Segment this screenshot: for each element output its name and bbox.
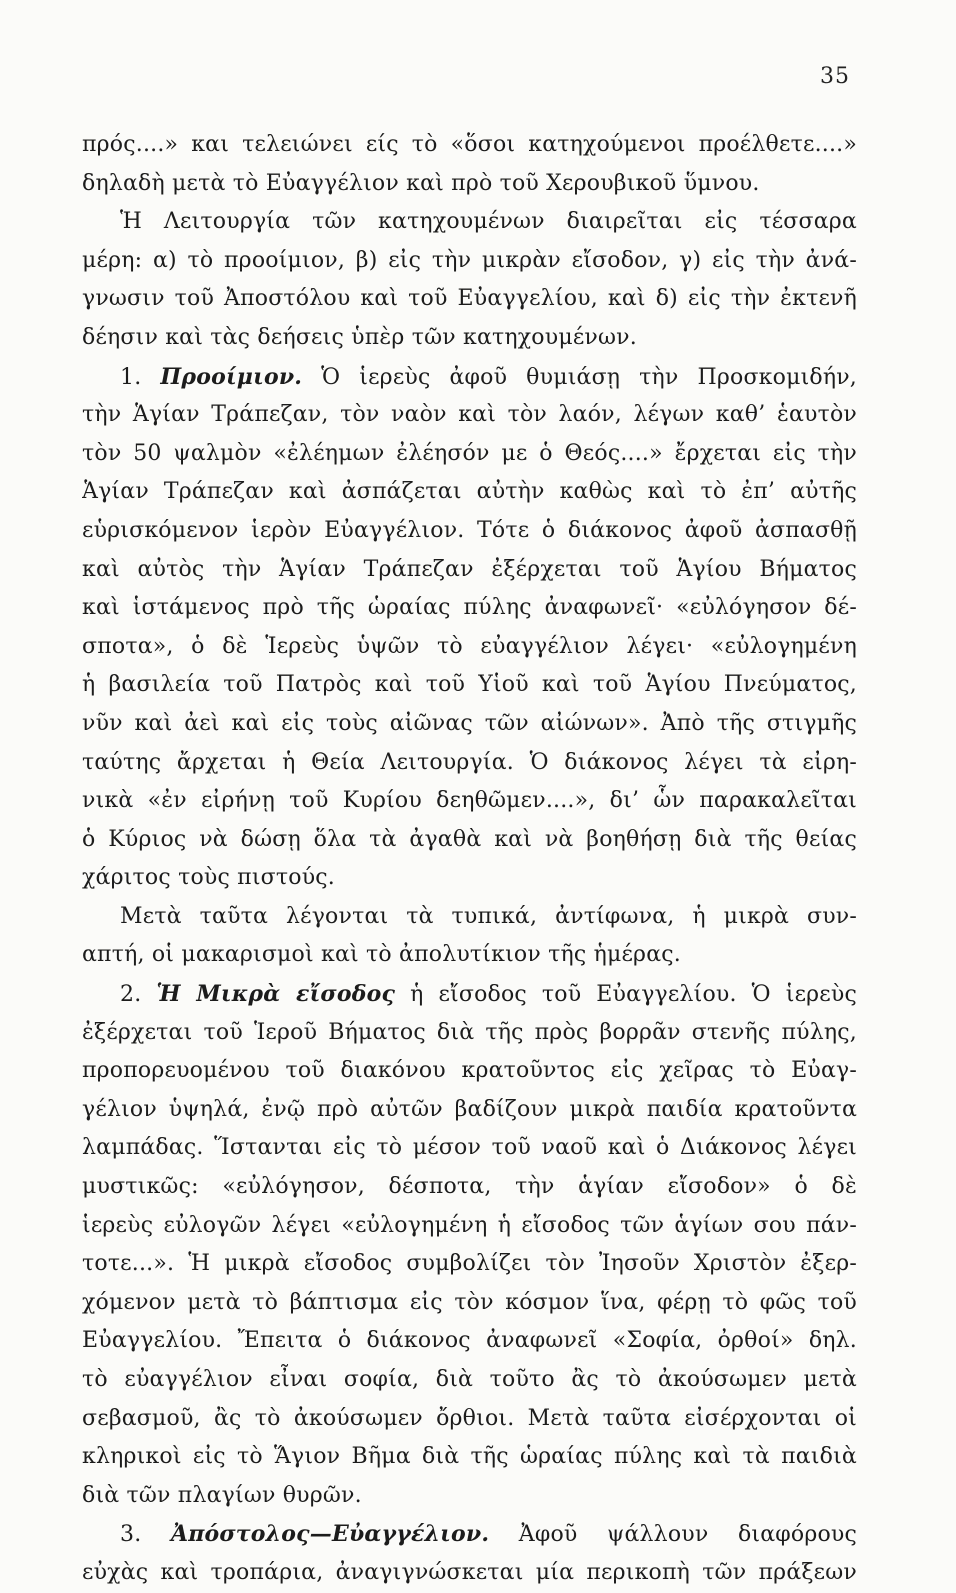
text-line xyxy=(82,473,857,512)
line-text: μυστικῶς: «εὐλόγησον, δέσποτα, τὴν ἁγίαν εἴσοδον» ὁ δὲ xyxy=(82,1174,857,1200)
section-heading: Προοίμιον. xyxy=(160,363,303,390)
line-text: ἡ βασιλεία τοῦ Πατρὸς καὶ τοῦ Υἱοῦ καὶ τοῦ Ἁγίου Πνεύματος, xyxy=(82,672,857,698)
line-text: νικὰ «ἐν εἰρήνῃ τοῦ Κυρίου δεηθῶμεν....», δι’ ὧν παρακαλεῖται xyxy=(82,788,857,814)
section-number: 3. xyxy=(120,1522,142,1548)
text-line xyxy=(82,859,857,898)
section-heading: Ἀπόστολος—Εὐαγγέλιον. xyxy=(170,1521,490,1548)
text-line xyxy=(82,358,857,397)
line-text: ἱερεὺς εὐλογῶν λέγει «εὐλογημένη ἡ εἴσοδος τῶν ἁγίων σου πάν- xyxy=(82,1212,857,1238)
line-text: Εὐαγγελίου. Ἔπειτα ὁ διάκονος ἀναφωνεῖ «Σοφία, ὀρθοί» δηλ. xyxy=(82,1328,857,1354)
text-line xyxy=(82,1322,857,1361)
text-line xyxy=(82,280,857,319)
line-text: γνωσιν τοῦ Ἀποστόλου καὶ τοῦ Εὐαγγελίου, καὶ δ) εἰς τὴν ἐκτενῆ xyxy=(82,286,857,312)
line-text: Ἡ Λειτουργία τῶν κατηχουμένων διαιρεῖται εἰς τέσσαρα xyxy=(120,209,857,235)
section-heading: Ἡ Μικρὰ εἴσοδος xyxy=(156,981,396,1008)
line-text: λαμπάδας. Ἵστανται εἰς τὸ μέσον τοῦ ναοῦ καὶ ὁ Διάκονος λέγει xyxy=(82,1135,857,1161)
line-text: ἡ εἴσοδος τοῦ Εὐαγγελίου. Ὁ ἱερεὺς xyxy=(410,982,857,1008)
line-text: διὰ τῶν πλαγίων θυρῶν. xyxy=(82,1482,362,1508)
text-line xyxy=(82,242,857,281)
text-line xyxy=(82,782,857,821)
text-line xyxy=(82,1245,857,1284)
line-text: ὁ Κύριος νὰ δώσῃ ὅλα τὰ ἀγαθὰ καὶ νὰ βοηθήσῃ διὰ τῆς θείας xyxy=(82,826,857,852)
text-line xyxy=(82,1014,857,1053)
text-line xyxy=(82,1207,857,1246)
line-text: γέλιον ὑψηλά, ἐνῷ πρὸ αὐτῶν βαδίζουν μικρὰ παιδία κρατοῦντα xyxy=(82,1096,857,1122)
line-text: εὐχὰς καὶ τροπάρια, ἀναγιγνώσκεται μία περικοπὴ τῶν πράξεων xyxy=(82,1559,857,1585)
text-line xyxy=(82,1400,857,1439)
line-text: καὶ αὐτὸς τὴν Ἁγίαν Τράπεζαν ἐξέρχεται τοῦ Ἁγίου Βήματος xyxy=(82,556,857,582)
line-text: προπορευομένου τοῦ διακόνου κρατοῦντος εἰς χεῖρας τὸ Εὐαγ- xyxy=(82,1058,857,1084)
line-text: σποτα», ὁ δὲ Ἱερεὺς ὑψῶν τὸ εὐαγγέλιον λέγει· «εὐλογημένη xyxy=(82,633,857,659)
text-line xyxy=(82,898,857,937)
section-number: 2. xyxy=(120,982,142,1008)
text-line xyxy=(82,126,857,165)
text-line xyxy=(82,821,857,860)
text-line xyxy=(82,1129,857,1168)
text-line xyxy=(82,1091,857,1130)
line-text: χόμενον μετὰ τὸ βάπτισμα εἰς τὸν κόσμον ἵνα, φέρῃ τὸ φῶς τοῦ xyxy=(82,1289,857,1315)
text-line xyxy=(82,203,857,242)
text-line xyxy=(82,744,857,783)
line-text: πρός....» και τελειώνει είς τὸ «ὅσοι κατηχούμενοι προέλθετε....» xyxy=(82,132,857,157)
text-line xyxy=(82,589,857,628)
line-text: Ὁ ἱερεὺς ἀφοῦ θυμιάσῃ τὴν Προσκομιδήν, xyxy=(321,364,857,390)
line-text: δέησιν καὶ τὰς δεήσεις ὑπὲρ τῶν κατηχουμένων. xyxy=(82,324,637,350)
line-text: ταύτης ἄρχεται ἡ Θεία Λειτουργία. Ὁ διάκονος λέγει τὰ εἰρη- xyxy=(82,749,857,775)
text-line xyxy=(82,975,857,1014)
line-text: τοτε...». Ἡ μικρὰ εἴσοδος συμβολίζει τὸν Ἰησοῦν Χριστὸν ἐξερ- xyxy=(82,1251,857,1277)
text-line xyxy=(82,628,857,667)
line-text: ἐξέρχεται τοῦ Ἱεροῦ Βήματος διὰ τῆς πρὸς βορρᾶν στενῆς πύλης, xyxy=(82,1019,857,1045)
text-line xyxy=(82,512,857,551)
text-line xyxy=(82,1554,857,1593)
page-number: 35 xyxy=(820,64,850,89)
line-text: μέρη: α) τὸ προοίμιον, β) εἰς τὴν μικρὰν εἴσοδον, γ) εἰς τὴν ἀνά- xyxy=(82,247,857,273)
line-text: καὶ ἱστάμενος πρὸ τῆς ὡραίας πύλης ἀναφωνεῖ· «εὐλόγησον δέ- xyxy=(82,595,857,621)
line-text: τὸν 50 ψαλμὸν «ἐλέημων ἐλέησόν με ὁ Θεός....» ἔρχεται εἰς τὴν xyxy=(82,440,857,466)
line-text: νῦν καὶ ἀεὶ καὶ εἰς τοὺς αἰῶνας τῶν αἰώνων». Ἀπὸ τῆς στιγμῆς xyxy=(82,710,857,736)
text-line xyxy=(82,1477,857,1516)
text-line xyxy=(82,319,857,358)
line-text: τὴν Ἁγίαν Τράπεζαν, τὸν ναὸν καὶ τὸν λαόν, λέγων καθ’ ἑαυτὸν xyxy=(82,402,857,428)
line-text: σεβασμοῦ, ἂς τὸ ἀκούσωμεν ὄρθιοι. Μετὰ ταῦτα εἰσέρχονται οἱ xyxy=(82,1405,857,1431)
body-text xyxy=(82,126,857,1593)
text-line xyxy=(82,1438,857,1477)
text-line xyxy=(82,1168,857,1207)
line-text: τὸ εὐαγγέλιον εἶναι σοφία, διὰ τοῦτο ἂς τὸ ἀκούσωμεν μετὰ xyxy=(82,1367,857,1392)
text-line xyxy=(82,1361,857,1400)
line-text: κληρικοὶ εἰς τὸ Ἅγιον Βῆμα διὰ τῆς ὡραίας πύλης καὶ τὰ παιδιὰ xyxy=(82,1444,857,1470)
line-text: δηλαδὴ μετὰ τὸ Εὐαγγέλιον καὶ πρὸ τοῦ Χερουβικοῦ ὕμνου. xyxy=(82,170,760,196)
line-text: Ἀφοῦ ψάλλουν διαφόρους xyxy=(518,1522,857,1548)
line-text: Ἁγίαν Τράπεζαν καὶ ἀσπάζεται αὐτὴν καθὼς καὶ τὸ ἐπ’ αὐτῆς xyxy=(82,479,857,505)
line-text: Μετὰ ταῦτα λέγονται τὰ τυπικά, ἀντίφωνα, ἡ μικρὰ συν- xyxy=(120,903,857,929)
text-line xyxy=(82,165,857,204)
text-line xyxy=(82,435,857,474)
text-line xyxy=(82,705,857,744)
text-line xyxy=(82,1515,857,1554)
text-line xyxy=(82,396,857,435)
section-number: 1. xyxy=(120,364,142,390)
text-line xyxy=(82,1052,857,1091)
line-text: χάριτος τοὺς πιστούς. xyxy=(82,865,335,891)
text-line xyxy=(82,666,857,705)
text-line xyxy=(82,1284,857,1323)
text-line xyxy=(82,936,857,975)
text-line xyxy=(82,551,857,590)
line-text: εὑρισκόμενον ἱερὸν Εὐαγγέλιον. Τότε ὁ διάκονος ἀφοῦ ἀσπασθῇ xyxy=(82,517,857,543)
line-text: απτή, οἱ μακαρισμοὶ καὶ τὸ ἀπολυτίκιον τῆς ἡμέρας. xyxy=(82,942,681,968)
